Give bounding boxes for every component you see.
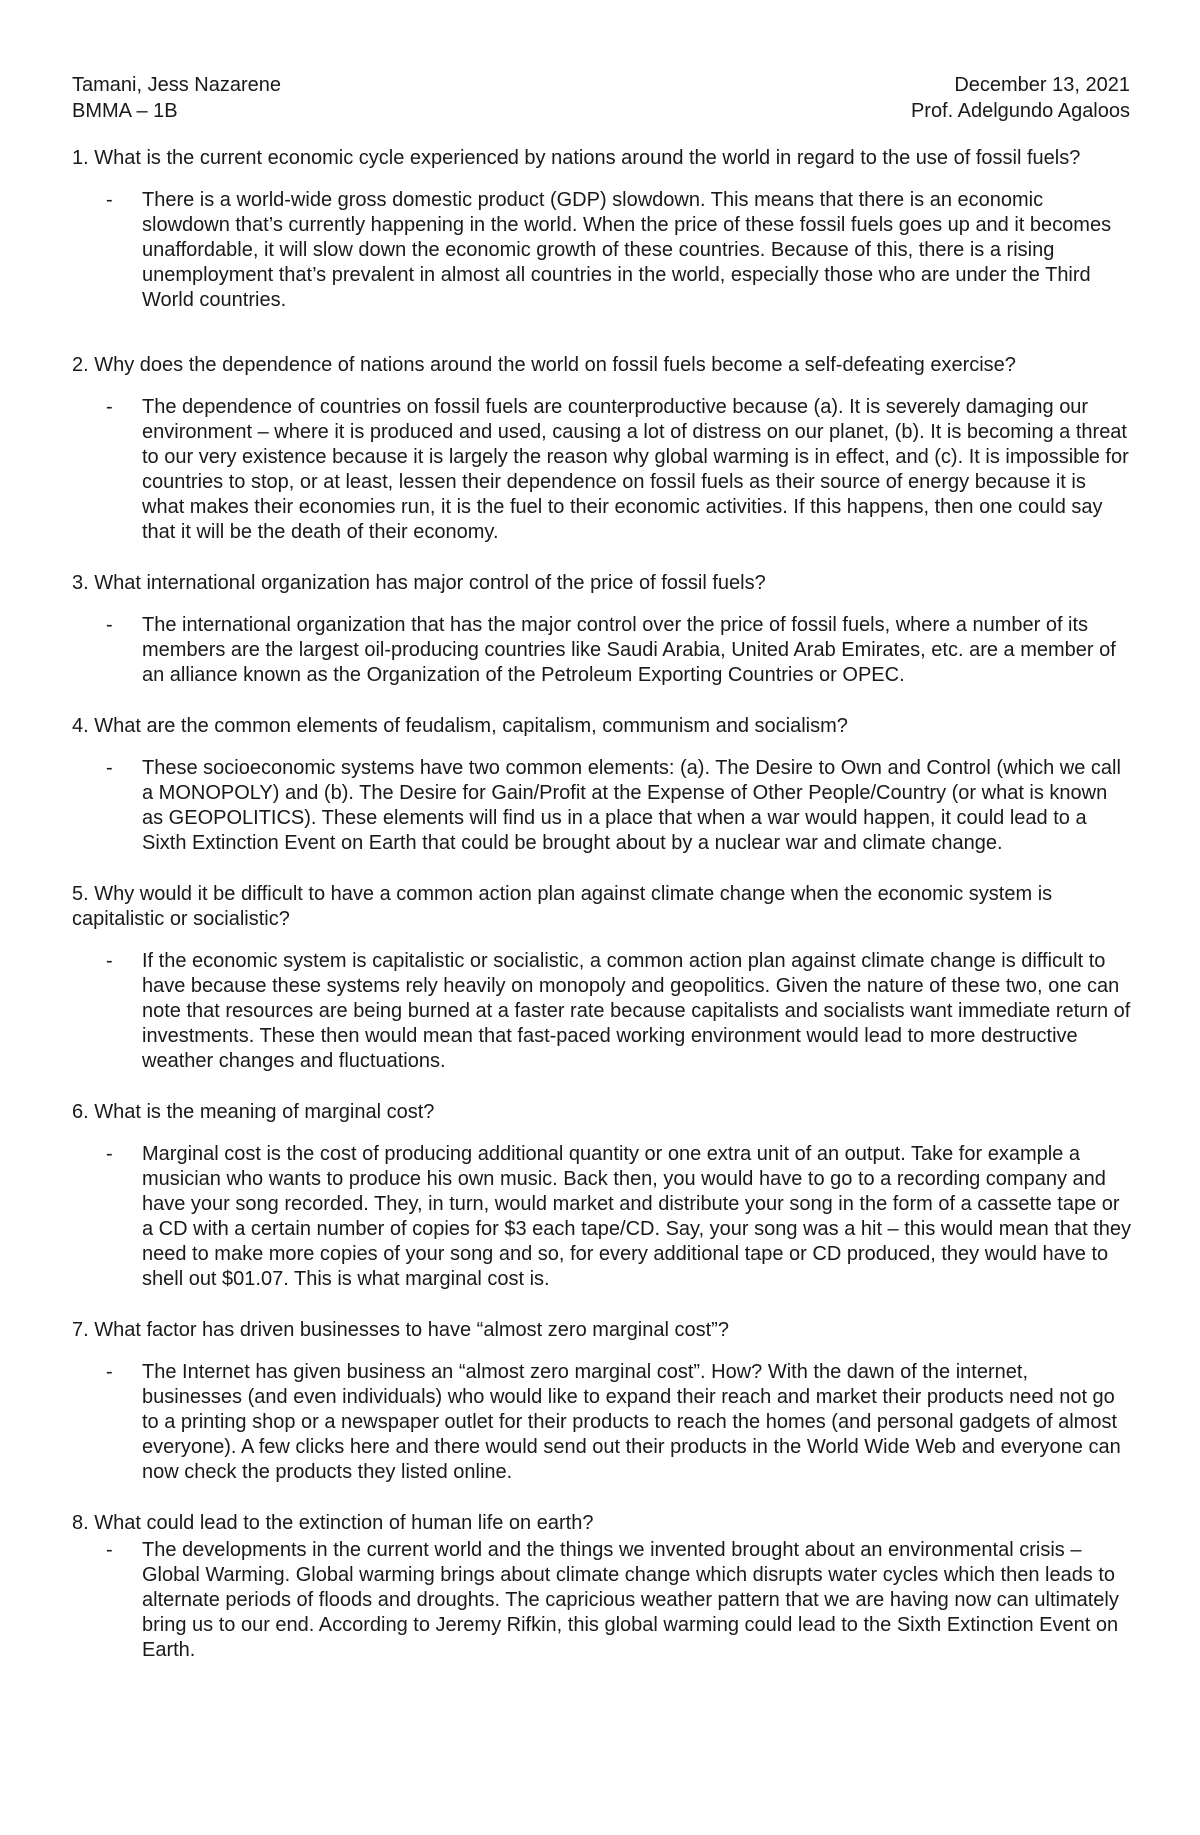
- bullet-dash: -: [106, 1539, 113, 1561]
- student-info: [72, 72, 281, 124]
- submission-info: [911, 72, 1130, 124]
- answer-6-text: Marginal cost is the cost of producing additional quantity or one extra unit of an output. Take for example a musician who wants to produce his own music. Back then, you would have to go to a recording company and have your song recorded. They, in turn, would market and distribute your song in the form of a cassette tape or a CD with a certain number of copies for $3 each tape/CD. Say, your song was a hit – this would mean that they need to make more copies of your song and so, for every additional tape or CD produced, they would have to shell out $01.07. This is what marginal cost is.: [142, 1143, 1132, 1290]
- question-8: 8. What could lead to the extinction of human life on earth?: [72, 1512, 594, 1534]
- bullet-dash: -: [106, 189, 113, 211]
- question-6: 6. What is the meaning of marginal cost?: [72, 1101, 435, 1123]
- qa-item-2: [72, 353, 1132, 545]
- submission-date: December 13, 2021: [954, 74, 1130, 96]
- bullet-dash: -: [106, 396, 113, 418]
- qa-item-1: [72, 146, 1132, 313]
- answer-2: [72, 395, 1132, 545]
- professor-name: Prof. Adelgundo Agaloos: [910, 100, 1130, 122]
- student-name: Tamani, Jess Nazarene: [72, 74, 281, 96]
- answer-1: [72, 188, 1132, 313]
- bullet-dash: -: [106, 1361, 113, 1383]
- answer-4: [72, 756, 1132, 856]
- answer-8-text: The developments in the current world and the things we invented brought about an environmental crisis – Global Warming. Global warming brings about climate change which disrupts water cycles which then leads to alternate periods of floods and droughts. The capricious weather pattern that we are having now can ultimately bring us to our end. According to Jeremy Rifkin, this global warming could lead to the Sixth Extinction Event on Earth.: [142, 1539, 1119, 1661]
- question-5: 5. Why would it be difficult to have a common action plan against climate change when the economic system is capitalistic or socialistic?: [72, 883, 1053, 930]
- qa-item-5: [72, 882, 1132, 1074]
- qa-item-4: [72, 714, 1132, 856]
- answer-8: [72, 1538, 1132, 1663]
- answer-7: [72, 1360, 1132, 1485]
- answer-3: [72, 613, 1132, 688]
- bullet-dash: -: [106, 614, 113, 636]
- answer-2-text: The dependence of countries on fossil fuels are counterproductive because (a). It is severely damaging our environment – where it is produced and used, causing a lot of distress on our planet, (b). It is becoming a threat to our very existence because it is largely the reason why global warming is in effect, and (c). It is impossible for countries to stop, or at least, lessen their dependence on fossil fuels as their source of energy because it is what makes their economies run, it is the fuel to their economic activities. If this happens, then one could say that it will be the death of their economy.: [142, 396, 1129, 543]
- answer-5: [72, 949, 1132, 1074]
- answer-6: [72, 1142, 1132, 1292]
- qa-item-7: [72, 1318, 1132, 1485]
- bullet-dash: -: [106, 757, 113, 779]
- question-3: 3. What international organization has major control of the price of fossil fuels?: [72, 572, 766, 594]
- bullet-dash: -: [106, 950, 113, 972]
- question-2: 2. Why does the dependence of nations around the world on fossil fuels become a self-defeating exercise?: [72, 354, 1016, 376]
- qa-item-6: [72, 1100, 1132, 1292]
- answer-4-text: These socioeconomic systems have two common elements: (a). The Desire to Own and Control (which we call a MONOPOLY) and (b). The Desire for Gain/Profit at the Expense of Other People/Country (or what is known as GEOPOLITICS). These elements will find us in a place that when a war would happen, it could lead to a Sixth Extinction Event on Earth that could be brought about by a nuclear war and climate change.: [142, 757, 1121, 854]
- answer-5-text: If the economic system is capitalistic or socialistic, a common action plan against climate change is difficult to have because these systems rely heavily on monopoly and geopolitics. Given the nature of these two, one can note that resources are being burned at a faster rate because capitalists and socialists want immediate return of investments. These then would mean that fast-paced working environment would lead to more destructive weather changes and fluctuations.: [142, 950, 1131, 1072]
- student-section: BMMA – 1B: [72, 100, 178, 122]
- bullet-dash: -: [106, 1143, 113, 1165]
- answer-7-text: The Internet has given business an “almost zero marginal cost”. How? With the dawn of the internet, businesses (and even individuals) who would like to expand their reach and market their products need not go to a printing shop or a newspaper outlet for their products to reach the homes (and personal gadgets of almost everyone). A few clicks here and there would send out their products in the World Wide Web and everyone can now check the products they listed online.: [142, 1361, 1121, 1483]
- answer-1-text: There is a world-wide gross domestic product (GDP) slowdown. This means that there is an economic slowdown that’s currently happening in the world. When the price of these fossil fuels goes up and it becomes unaffordable, it will slow down the economic growth of these countries. Because of this, there is a rising unemployment that’s prevalent in almost all countries in the world, especially those who are under the Third World countries.: [142, 189, 1112, 311]
- question-4: 4. What are the common elements of feudalism, capitalism, communism and socialism?: [72, 715, 848, 737]
- qa-item-3: [72, 571, 1132, 688]
- question-7: 7. What factor has driven businesses to have “almost zero marginal cost”?: [72, 1319, 729, 1341]
- question-1: 1. What is the current economic cycle experienced by nations around the world in regard to the use of fossil fuels?: [72, 147, 1081, 169]
- qa-item-8: [72, 1511, 1132, 1663]
- answer-3-text: The international organization that has the major control over the price of fossil fuels, where a number of its members are the largest oil-producing countries like Saudi Arabia, United Arab Emirates, etc. are a member of an alliance known as the Organization of the Petroleum Exporting Countries or OPEC.: [142, 614, 1116, 686]
- question-answer-list: [72, 146, 1132, 1689]
